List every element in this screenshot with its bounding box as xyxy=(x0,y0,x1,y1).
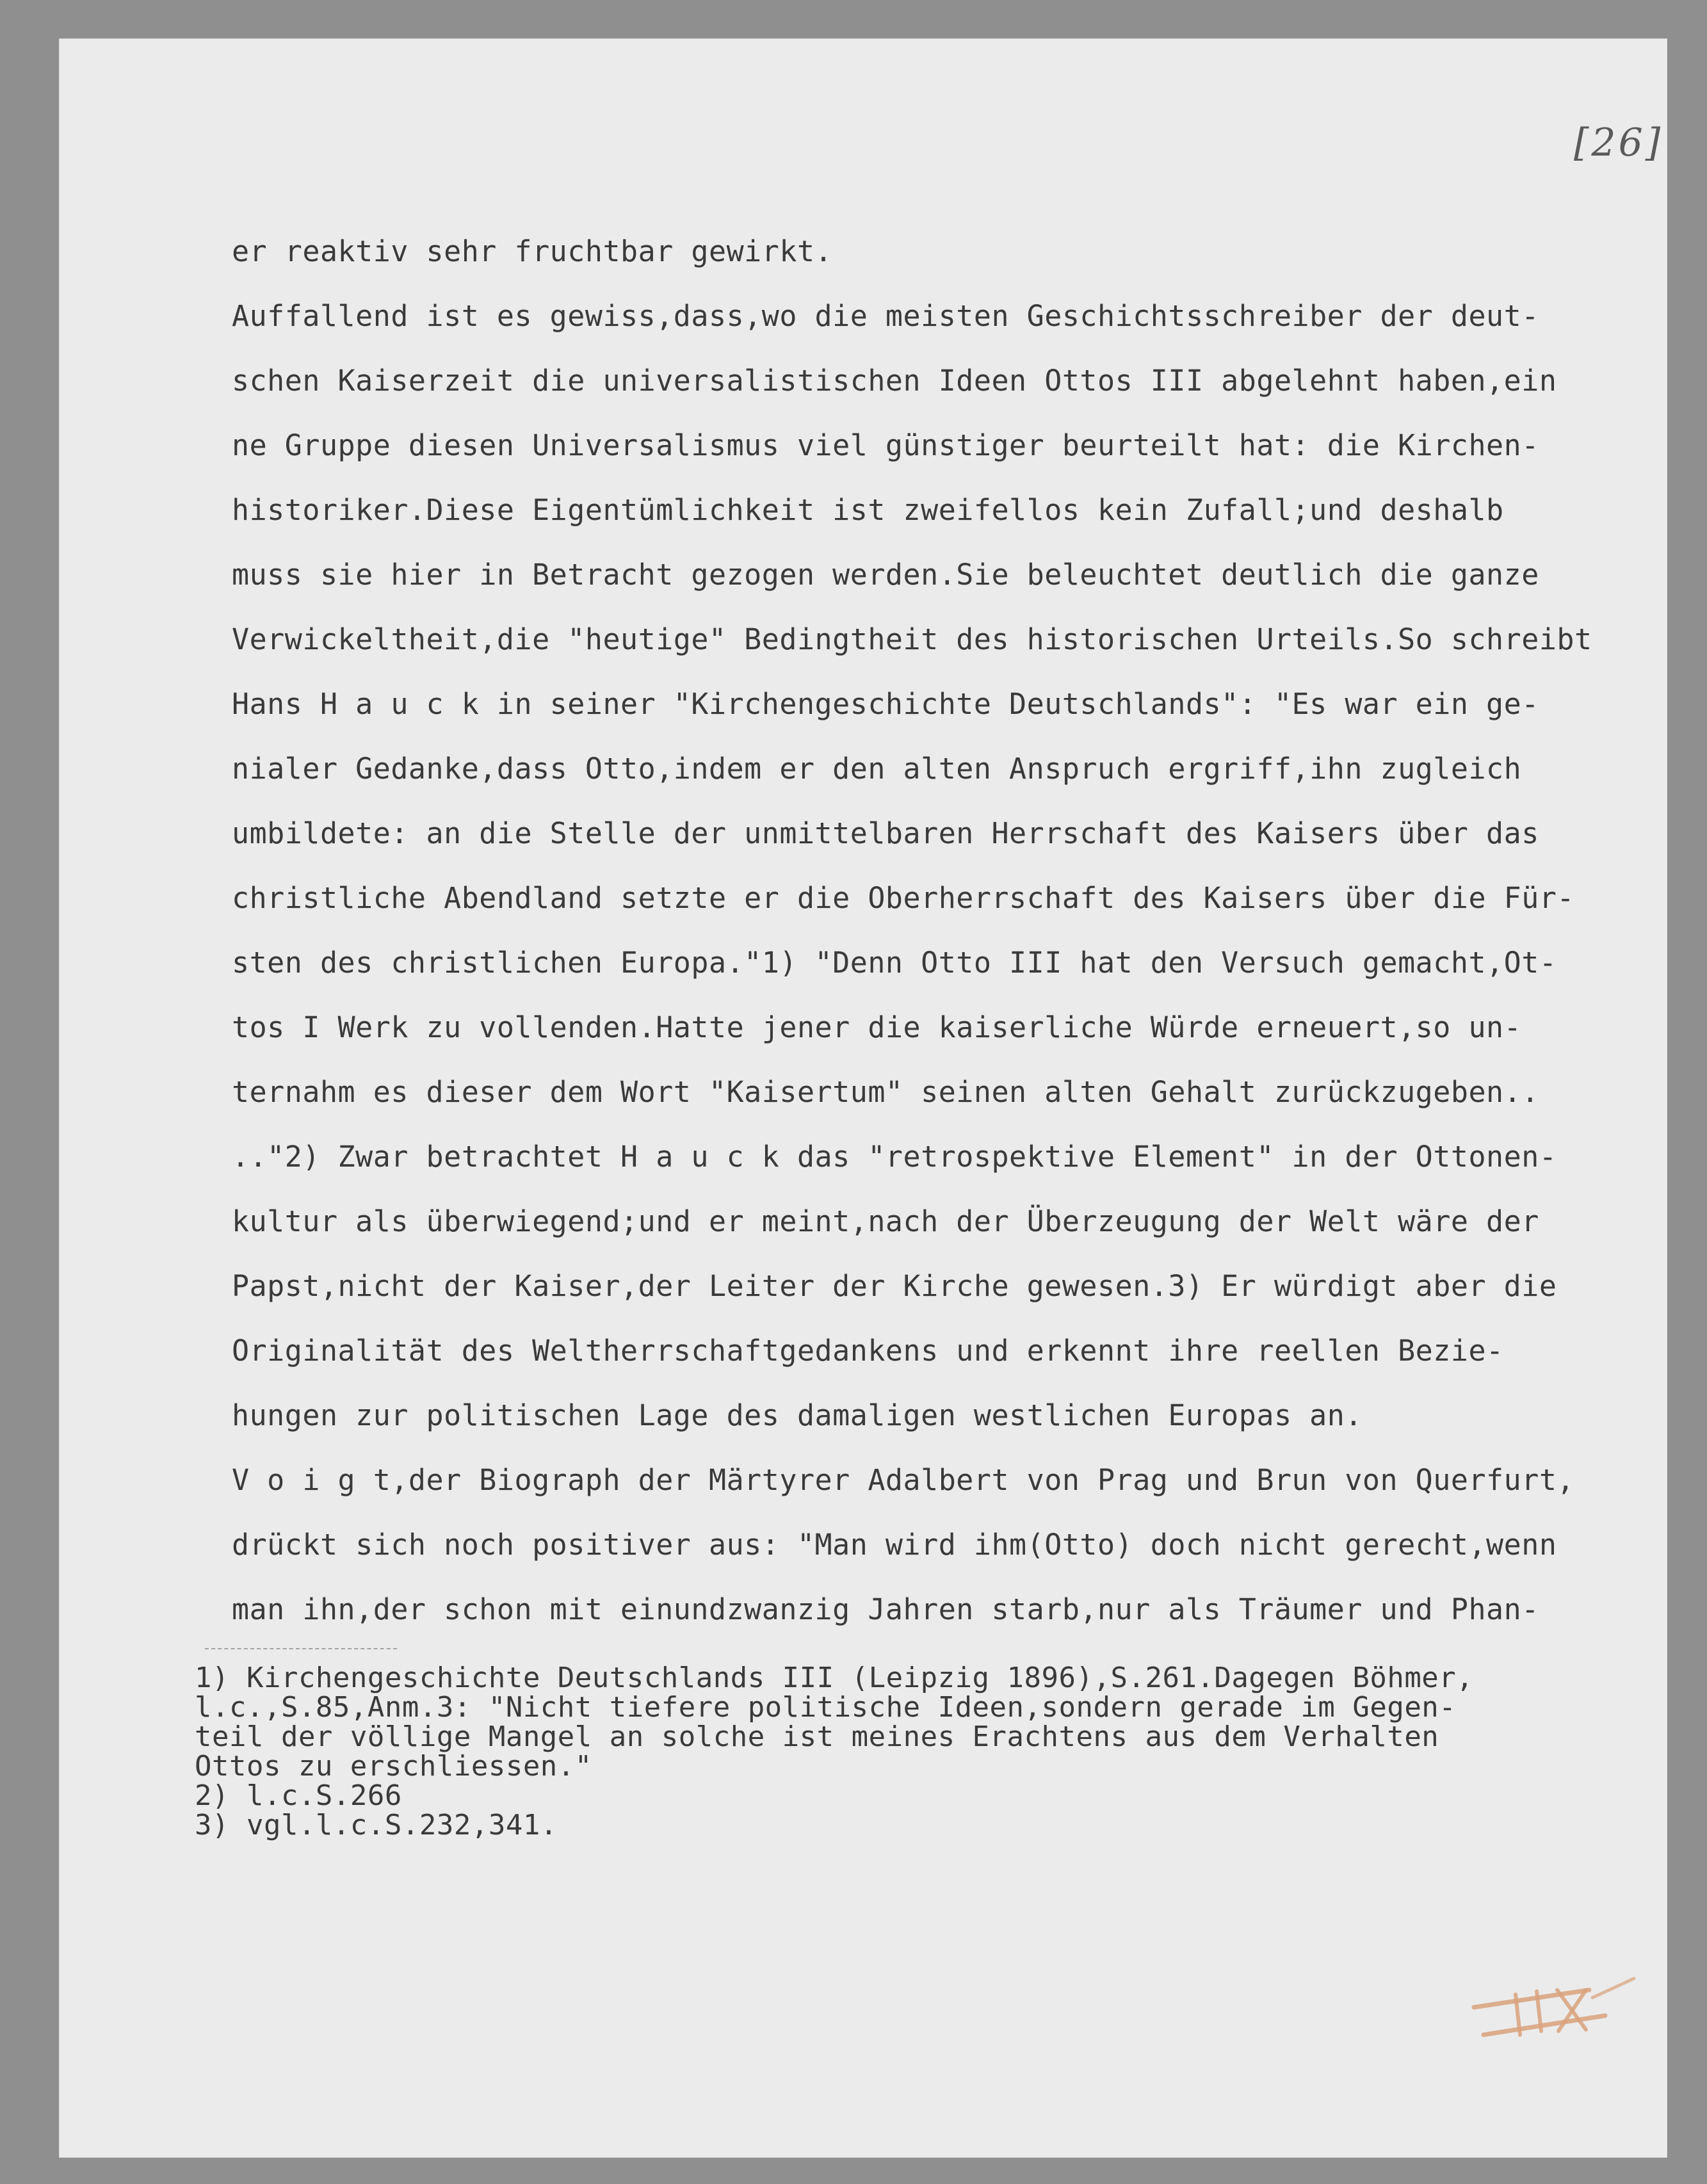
footnotes xyxy=(195,1663,1473,1840)
body-line: V o i g t,der Biograph der Märtyrer Adalbert von Prag und Brun von Querfurt, xyxy=(232,1463,1575,1497)
footnote-rule xyxy=(205,1648,397,1649)
body-line: nialer Gedanke,dass Otto,indem er den alten Anspruch ergriff,ihn zugleich xyxy=(232,752,1522,786)
body-line: Verwickeltheit,die "heutige" Bedingtheit des historischen Urteils.So schreibt xyxy=(232,622,1592,656)
body-line: historiker.Diese Eigentümlichkeit ist zweifellos kein Zufall;und deshalb xyxy=(232,493,1504,527)
footnote-line: 2) l.c.S.266 xyxy=(195,1779,402,1812)
body-text xyxy=(232,219,1679,1642)
body-line: sten des christlichen Europa."1) "Denn Otto III hat den Versuch gemacht,Ot- xyxy=(232,946,1557,980)
page-number: [26] xyxy=(1574,120,1663,165)
body-line: Originalität des Weltherrschaftgedankens und erkennt ihre reellen Bezie- xyxy=(232,1334,1504,1368)
red-crayon-mark xyxy=(1455,1959,1647,2062)
footnote-line: 1) Kirchengeschichte Deutschlands III (Leipzig 1896),S.261.Dagegen Böhmer, xyxy=(195,1662,1474,1694)
body-line: .."2) Zwar betrachtet H a u c k das "retrospektive Element" in der Ottonen- xyxy=(232,1140,1557,1174)
footnote-line: l.c.,S.85,Anm.3: "Nicht tiefere politische Ideen,sondern gerade im Gegen- xyxy=(195,1691,1457,1724)
body-line: kultur als überwiegend;und er meint,nach der Überzeugung der Welt wäre der xyxy=(232,1204,1539,1238)
footnote-line: teil der völlige Mangel an solche ist meines Erachtens aus dem Verhalten xyxy=(195,1720,1439,1753)
body-line: muss sie hier in Betracht gezogen werden.Sie beleuchtet deutlich die ganze xyxy=(232,558,1539,592)
body-line: schen Kaiserzeit die universalistischen Ideen Ottos III abgelehnt haben,ein xyxy=(232,364,1557,398)
footnote-line: Ottos zu erschliessen." xyxy=(195,1750,592,1783)
body-line: hungen zur politischen Lage des damaligen westlichen Europas an. xyxy=(232,1398,1363,1432)
body-line: christliche Abendland setzte er die Oberherrschaft des Kaisers über die Für- xyxy=(232,881,1575,915)
body-line: drückt sich noch positiver aus: "Man wird ihm(Otto) doch nicht gerecht,wenn xyxy=(232,1528,1557,1562)
body-line: Auffallend ist es gewiss,dass,wo die meisten Geschichtsschreiber der deut- xyxy=(232,299,1539,333)
document-page xyxy=(59,38,1667,2158)
body-line: ternahm es dieser dem Wort "Kaisertum" seinen alten Gehalt zurückzugeben.. xyxy=(232,1075,1539,1109)
body-line: tos I Werk zu vollenden.Hatte jener die kaiserliche Würde erneuert,so un- xyxy=(232,1010,1522,1044)
body-line: umbildete: an die Stelle der unmittelbaren Herrschaft des Kaisers über das xyxy=(232,816,1539,850)
body-line: er reaktiv sehr fruchtbar gewirkt. xyxy=(232,234,833,268)
body-line: Hans H a u c k in seiner "Kirchengeschichte Deutschlands": "Es war ein ge- xyxy=(232,687,1539,721)
body-line: Papst,nicht der Kaiser,der Leiter der Kirche gewesen.3) Er würdigt aber die xyxy=(232,1269,1557,1303)
footnote-line: 3) vgl.l.c.S.232,341. xyxy=(195,1809,558,1841)
body-line: ne Gruppe diesen Universalismus viel günstiger beurteilt hat: die Kirchen- xyxy=(232,428,1539,462)
body-line: man ihn,der schon mit einundzwanzig Jahren starb,nur als Träumer und Phan- xyxy=(232,1592,1539,1626)
